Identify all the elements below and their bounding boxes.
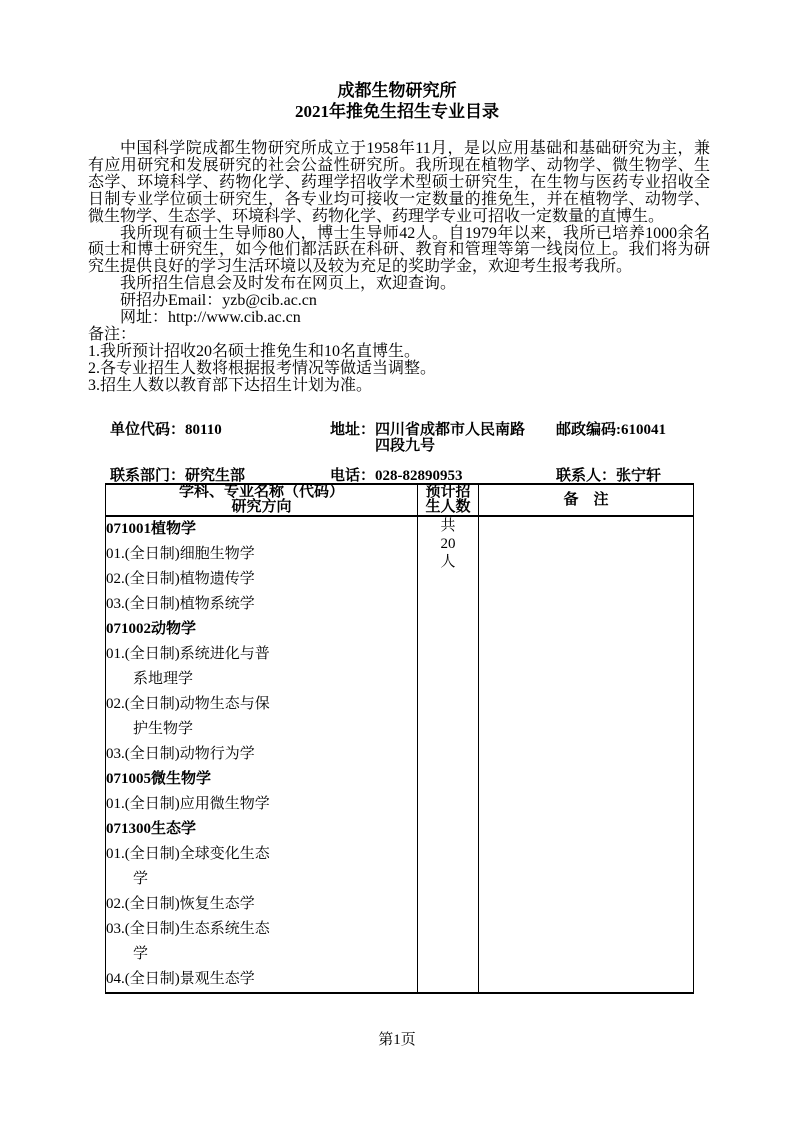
- direction-line: 071005微生物学: [106, 771, 212, 787]
- direction-line: 071001植物学: [106, 521, 197, 537]
- contact-person-label: 联系人：: [556, 468, 617, 484]
- direction-line: 02.(全日制)恢复生态学: [106, 896, 255, 912]
- intro-line-info: 我所招生信息会及时发布在网页上，欢迎查询。: [120, 275, 457, 293]
- phone-value: 028-82890953: [375, 468, 463, 484]
- unit-code-value: 80110: [185, 422, 222, 438]
- intro-paragraph-overview: 中国科学院成都生物研究所成立于1958年11月，是以应用基础和基础研究为主，兼有应用研究和发展研究的社会公益性研究所。我所现在植物学、动物学、微生物学、生态学、环境科学、药物化学、药理学招收学术型硕士研究生，在生物与医药专业招收全日制专业学位硕士研究生，各专业均可接收一定数量的推免生，并在植物学、动物学、微生物学、生态学、环境科学、药物化学、药理学专业可招收一定数量的直博生。: [88, 140, 710, 225]
- unit-code-field: [110, 422, 330, 452]
- header-remarks-column: 备 注: [479, 484, 694, 516]
- direction-wrap-line: 学: [133, 871, 149, 887]
- specialty-catalog-table: [105, 483, 694, 994]
- research-direction-row: [106, 567, 417, 592]
- specialty-cell: [106, 516, 418, 993]
- postal-code-field: [556, 422, 702, 452]
- research-direction-row: [106, 842, 417, 892]
- capacity-line-2: 20: [440, 536, 456, 552]
- direction-line: 04.(全日制)景观生态学: [106, 971, 255, 987]
- contact-person-value: 张宁轩: [616, 468, 662, 484]
- direction-line: 01.(全日制)细胞生物学: [106, 546, 255, 562]
- header-specialty-line1: 学科、专业名称（代码）: [178, 484, 344, 500]
- specialty-code-row: [106, 517, 417, 542]
- department-label: 联系部门：: [110, 468, 186, 484]
- title-line-catalog: 2021年推免生招生专业目录: [295, 102, 499, 121]
- header-enrollment-line2: 生人数: [425, 499, 471, 515]
- research-direction-row: [106, 742, 417, 767]
- capacity-line-3: 人: [440, 554, 456, 570]
- intro-section: [88, 141, 710, 395]
- admissions-email-line: 研招办Email：yzb@cib.ac.cn: [120, 292, 317, 310]
- page-number: 第1页: [378, 1032, 416, 1048]
- postal-code-label: 邮政编码:: [556, 422, 621, 438]
- notes-label: 备注：: [88, 325, 137, 343]
- intro-paragraph-supervisors: 我所现有硕士生导师80人，博士生导师42人。自1979年以来，我所已培养1000余名硕士和博士研究生，如今他们都活跃在科研、教育和管理等第一线岗位上。我们将为研究生提供良好的学习生活环境以及较为充足的奖助学金，欢迎考生报考我所。: [88, 224, 710, 276]
- header-specialty-line2: 研究方向: [231, 499, 292, 515]
- research-direction-row: [106, 967, 417, 992]
- direction-wrap-line: 学: [133, 946, 149, 962]
- department-value: 研究生部: [185, 468, 246, 484]
- research-direction-row: [106, 892, 417, 917]
- notes-section: [88, 327, 710, 395]
- website-line: 网址：http://www.cib.ac.cn: [120, 309, 301, 327]
- note-item-2: 2.各专业招生人数将根据报考情况等做适当调整。: [88, 359, 437, 377]
- direction-line: 02.(全日制)动物生态与保: [106, 696, 270, 712]
- direction-line: 03.(全日制)动物行为学: [106, 746, 255, 762]
- direction-line: 03.(全日制)生态系统生态: [106, 921, 270, 937]
- research-direction-row: [106, 917, 417, 967]
- header-enrollment-line1: 预计招: [425, 484, 471, 500]
- direction-line: 071002动物学: [106, 621, 197, 637]
- direction-line: 01.(全日制)系统进化与普: [106, 646, 270, 662]
- unit-code-label: 单位代码：: [110, 422, 186, 438]
- research-direction-row: [106, 792, 417, 817]
- direction-wrap-line: 护生物学: [133, 721, 194, 737]
- direction-line: 01.(全日制)应用微生物学: [106, 796, 270, 812]
- direction-line: 01.(全日制)全球变化生态: [106, 846, 270, 862]
- research-direction-row: [106, 592, 417, 617]
- title-line-institute: 成都生物研究所: [337, 81, 457, 100]
- research-direction-row: [106, 542, 417, 567]
- direction-line: 02.(全日制)植物遗传学: [106, 571, 255, 587]
- table-header-row: [106, 484, 694, 516]
- direction-line: 03.(全日制)植物系统学: [106, 596, 255, 612]
- document-title: [0, 80, 794, 122]
- phone-label: 电话：: [330, 468, 376, 484]
- specialty-code-row: [106, 767, 417, 792]
- address-label: 地址：: [330, 422, 376, 438]
- address-field: [330, 422, 556, 468]
- direction-line: 071300生态学: [106, 821, 197, 837]
- research-direction-row: [106, 642, 417, 692]
- specialty-code-row: [106, 617, 417, 642]
- header-specialty-column: [106, 484, 418, 516]
- planned-enrollment-cell: [418, 516, 479, 993]
- research-direction-row: [106, 692, 417, 742]
- remarks-cell: [479, 516, 694, 993]
- capacity-line-1: 共: [440, 518, 456, 534]
- note-item-3: 3.招生人数以教育部下达招生计划为准。: [88, 376, 373, 394]
- header-planned-enrollment-column: [418, 484, 479, 516]
- direction-wrap-line: 系地理学: [133, 671, 194, 687]
- address-value: 四川省成都市人民南路四段九号: [375, 422, 526, 454]
- specialty-code-row: [106, 817, 417, 842]
- postal-code-value: 610041: [621, 422, 666, 438]
- table-body-row: [106, 516, 694, 993]
- note-item-1: 1.我所预计招收20名硕士推免生和10名直博生。: [88, 342, 421, 360]
